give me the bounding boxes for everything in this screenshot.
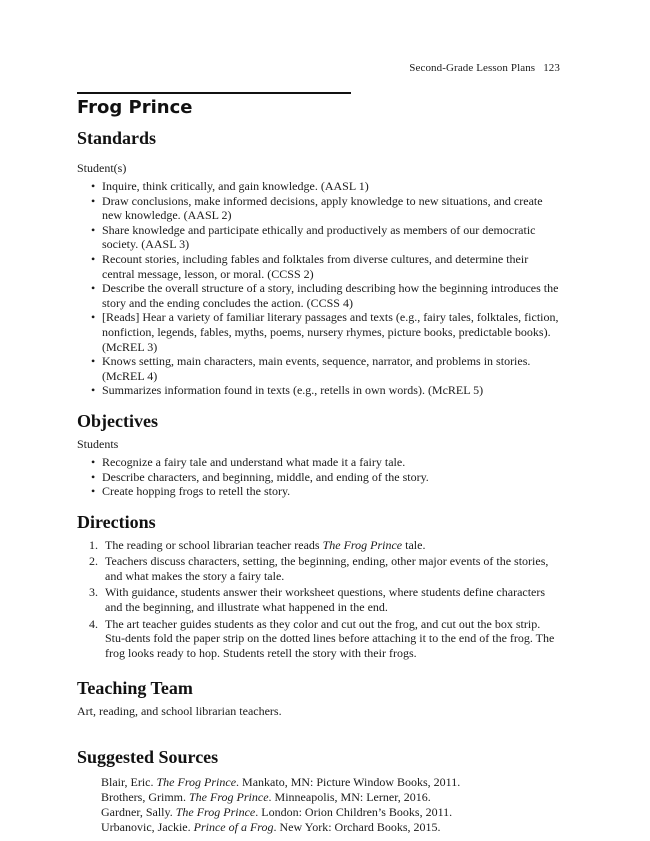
objectives-lead: Students: [77, 436, 119, 451]
list-item: • Inquire, think critically, and gain knowledge. (AASL 1): [102, 179, 563, 194]
page-number: 123: [543, 62, 560, 74]
standards-heading: Standards: [77, 128, 157, 148]
list-item: • Summarizes information found in texts (e.g., retells in own words). (McREL 5): [102, 383, 563, 398]
list-item: Brothers, Grimm. The Frog Prince. Minneapolis, MN: Lerner, 2016.: [101, 790, 431, 805]
objectives-section: [77, 409, 563, 499]
sources-list: [77, 775, 563, 835]
list-item: Blair, Eric. The Frog Prince. Mankato, MN: Picture Window Books, 2011.: [101, 775, 461, 790]
suggested-sources-heading: Suggested Sources: [77, 747, 219, 768]
list-item: 2. Teachers discuss characters, setting, the beginning, ending, other major events of the stories, and what makes the story a fairy tale.: [89, 554, 549, 583]
teaching-team-section: [77, 676, 563, 719]
list-item: • Knows setting, main characters, main events, sequence, narrator, and problems in stories. (McREL 4): [102, 354, 563, 383]
running-head-text: Second-Grade Lesson Plans: [409, 62, 536, 74]
list-item: • Share knowledge and participate ethically and productively as members of our democratic society. (AASL 3): [102, 223, 563, 252]
suggested-sources-section: [77, 745, 563, 835]
list-item: Urbanovic, Jackie. Prince of a Frog. New York: Orchard Books, 2015.: [101, 820, 441, 835]
running-head: [409, 62, 560, 74]
list-item: • [Reads] Hear a variety of familiar literary passages and texts (e.g., fairy tales, folktales, fiction, nonfiction, legends, fables, myths, poems, nursery rhymes, picture books, predictable books). (McREL 3): [102, 310, 563, 354]
list-item: • Draw conclusions, make informed decisions, apply knowledge to new situations, and create new knowledge. (AASL 2): [102, 194, 563, 223]
title-rule: [77, 92, 351, 94]
list-item: Gardner, Sally. The Frog Prince. London: Orion Children’s Books, 2011.: [101, 805, 453, 820]
list-item: • Describe the overall structure of a story, including describing how the beginning introduces the story and the ending concludes the action. (CCSS 4): [102, 281, 563, 310]
list-item: 3. With guidance, students answer their worksheet questions, where students define characters and the beginning, and illustrate what happened in the end.: [89, 585, 546, 615]
standards-lead: Student(s): [77, 161, 127, 175]
standards-list: [77, 179, 563, 398]
teaching-team-text: Art, reading, and school librarian teachers.: [77, 704, 282, 719]
teaching-team-heading: Teaching Team: [77, 678, 193, 699]
directions-heading: Directions: [77, 511, 156, 532]
list-item: • Describe characters, and beginning, middle, and ending of the story.: [102, 470, 563, 485]
content: [77, 126, 563, 835]
list-item: • Recognize a fairy tale and understand what made it a fairy tale.: [102, 455, 563, 470]
objectives-heading: Objectives: [77, 410, 158, 431]
list-item: 1. The reading or school librarian teacher reads The Frog Prince tale.: [89, 537, 426, 552]
list-item: • Create hopping frogs to retell the story.: [102, 484, 563, 499]
page-title: Frog Prince: [77, 97, 193, 118]
directions-section: [77, 510, 563, 661]
list-item: • Recount stories, including fables and folktales from diverse cultures, and determine their central message, lesson, or moral. (CCSS 2): [102, 252, 563, 281]
objectives-list: [77, 455, 563, 499]
directions-list: [77, 538, 563, 661]
list-item: 4. The art teacher guides students as they color and cut out the frog, and cut out the box strip. Stu-dents fold the paper strip on the dotted lines before attaching it to the end of the frog. The frog looks ready to hop. Students retell the story with their frogs.: [89, 616, 555, 660]
standards-section: [77, 126, 563, 398]
